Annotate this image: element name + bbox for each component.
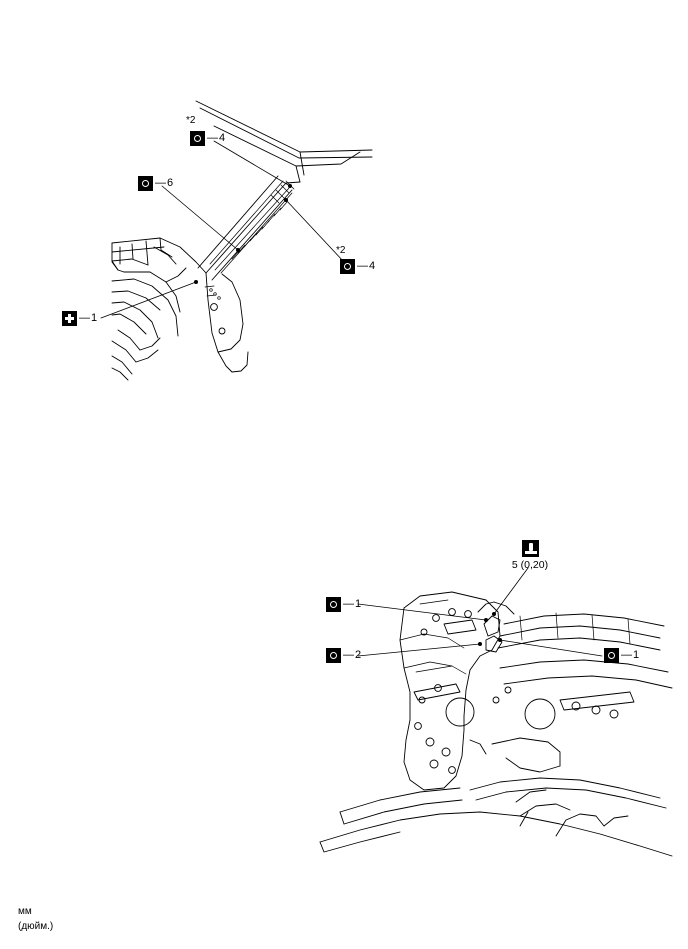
callout-dash: — [343, 649, 354, 661]
torque-value: 5 (0,20) [511, 559, 549, 571]
callout-number: 1 [355, 598, 362, 610]
callout-dash: — [207, 132, 218, 144]
callout-weld-2-left [326, 648, 361, 663]
callout-number: 4 [219, 132, 226, 144]
spot-weld-marker-icon [138, 176, 153, 191]
torque-spec-icon [522, 540, 539, 557]
callout-weld-6 [138, 176, 173, 191]
callout-dash: — [357, 260, 368, 272]
bottom-illustration-group [320, 568, 672, 856]
callout-dash: — [343, 598, 354, 610]
callout-bolt-1 [62, 311, 97, 326]
callout-weld-4-upper [190, 131, 225, 146]
torque-spec [500, 540, 560, 571]
bolt-marker-icon [62, 311, 77, 326]
units-line-inch: (дюйм.) [18, 920, 54, 932]
spot-weld-marker-icon [326, 597, 341, 612]
spot-weld-marker-icon [190, 131, 205, 146]
callout-weld-1-left [326, 597, 361, 612]
callout-weld-4-right [340, 259, 375, 274]
note-star-2-upper: *2 [186, 115, 196, 126]
callout-number: 1 [633, 649, 640, 661]
callout-number: 1 [91, 312, 98, 324]
note-star-2-right: *2 [336, 245, 346, 256]
callout-dash: — [155, 177, 166, 189]
callout-dash: — [79, 312, 90, 324]
units-line-mm: мм [18, 906, 32, 917]
callout-dash: — [621, 649, 632, 661]
top-illustration-group [101, 101, 372, 380]
spot-weld-marker-icon [604, 648, 619, 663]
units-note [18, 905, 53, 934]
spot-weld-marker-icon [326, 648, 341, 663]
callout-number: 2 [355, 649, 362, 661]
callout-weld-1-right [604, 648, 639, 663]
callout-number: 4 [369, 260, 376, 272]
spot-weld-marker-icon [340, 259, 355, 274]
callout-number: 6 [167, 177, 174, 189]
